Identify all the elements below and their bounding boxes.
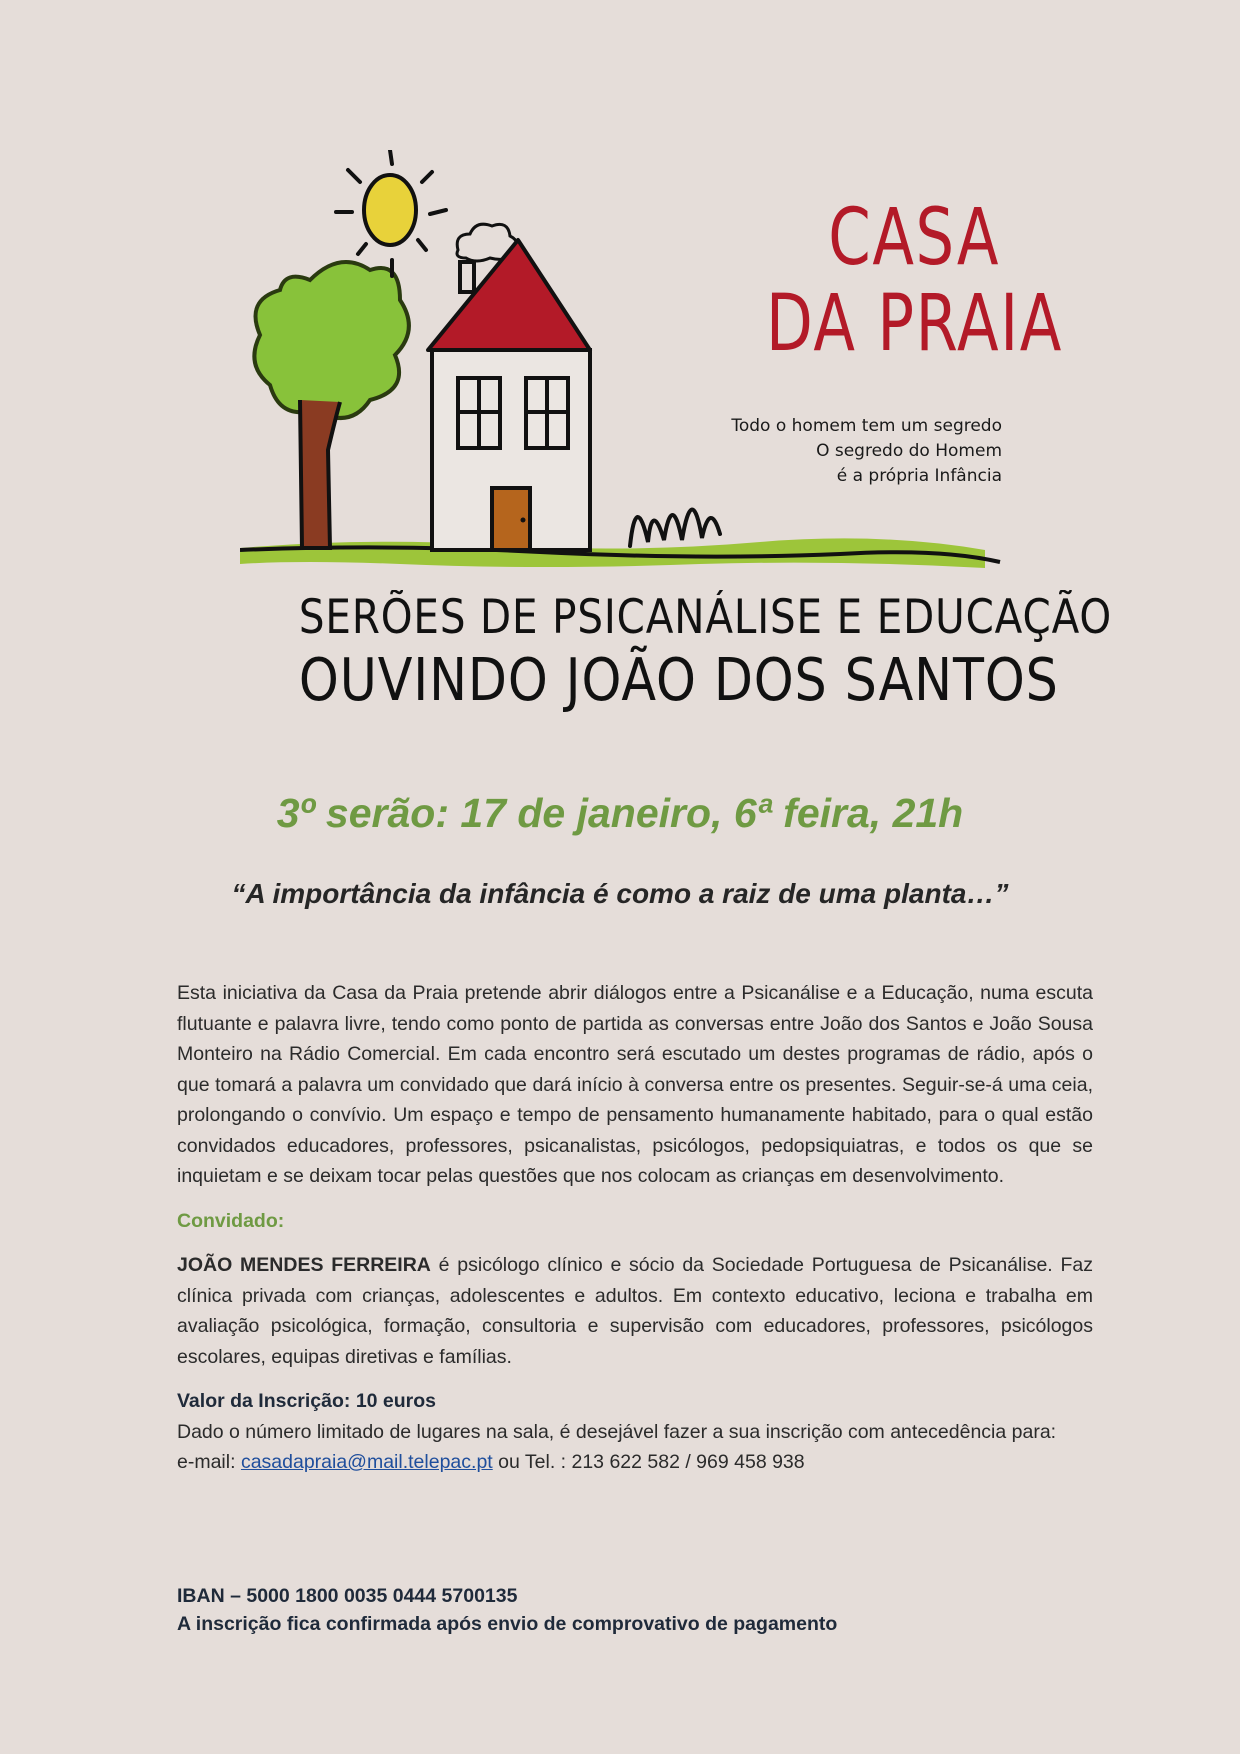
motto-line: é a própria Infância [836,466,1002,486]
brand-name-line1: CASA [828,193,1000,283]
email-link[interactable]: casadapraia@mail.telepac.pt [240,1451,493,1473]
iban: IBAN – 5000 1800 0035 0444 5700135 [177,1585,518,1607]
sun [364,175,416,245]
event-quote: “A importância da infância é como a raiz de uma planta…” [231,878,1009,909]
motto-line: O segredo do Homem [816,441,1002,461]
main-text [177,978,1093,1478]
series-title-line1: SERÕES DE PSICANÁLISE E EDUCAÇÃO [298,590,1113,645]
chimney [460,262,474,292]
payment-confirmation: A inscrição fica confirmada após envio de comprovativo de pagamento [177,1613,838,1635]
series-title [245,590,1113,714]
event-date: 3º serão: 17 de janeiro, 6ª feira, 21h [276,790,964,836]
guest-bio-paragraph [177,1250,1093,1372]
payment-info [177,1582,1093,1638]
guest-heading: Convidado: [177,1209,285,1232]
registration-note: Dado o número limitado de lugares na sala, é desejável fazer a sua inscrição com antecedência para: [177,1420,1057,1443]
brand-motto [690,414,1002,489]
registration-fee: Valor da Inscrição: 10 euros [177,1390,437,1412]
brand-name-line2: DA PRAIA [766,279,1063,369]
guest-name: JOÃO MENDES FERREIRA [177,1254,431,1276]
tree-trunk [300,400,340,548]
guest-bio: é psicólogo clínico e sócio da Sociedade Portuguesa de Psicanálise. Faz clínica privada com crianças, adolescentes e adultos. Em contexto educativo, leciona e trabalha em avaliação psicológica, formação, consultoria e supervisão com educadores, professores, psicólogos escolares, equipas diretivas e famílias. [177,1254,1093,1368]
tree-foliage [254,262,409,418]
email-label: e-mail: [177,1451,241,1473]
contact-line [177,1447,1093,1478]
motto-line: Todo o homem tem um segredo [731,416,1002,436]
series-title-line2: OUVINDO JOÃO DOS SANTOS [298,645,1059,714]
intro-paragraph: Esta iniciativa da Casa da Praia pretende abrir diálogos entre a Psicanálise e a Educação, numa escuta flutuante e palavra livre, tendo como ponto de partida as conversas entre João dos Santos e João Sousa Monteiro na Rádio Comercial. Em cada encontro será escutado um destes programas de rádio, após o que tomará a palavra um convidado que dará início à conversa entre os presentes. Seguir-se-á uma ceia, prolongando o convívio. Um espaço e tempo de pensamento humanamente habitado, para o qual estão convidados educadores, professores, psicanalistas, psicólogos, pedopsiquiatras, e todos os que se inquietam e se deixam tocar pelas questões que nos colocam as crianças em desenvolvimento. [177,982,1093,1187]
roof [428,240,590,350]
bush [630,509,720,546]
brand-logo [700,193,1063,369]
phone-numbers: ou Tel. : 213 622 582 / 969 458 938 [492,1451,805,1473]
